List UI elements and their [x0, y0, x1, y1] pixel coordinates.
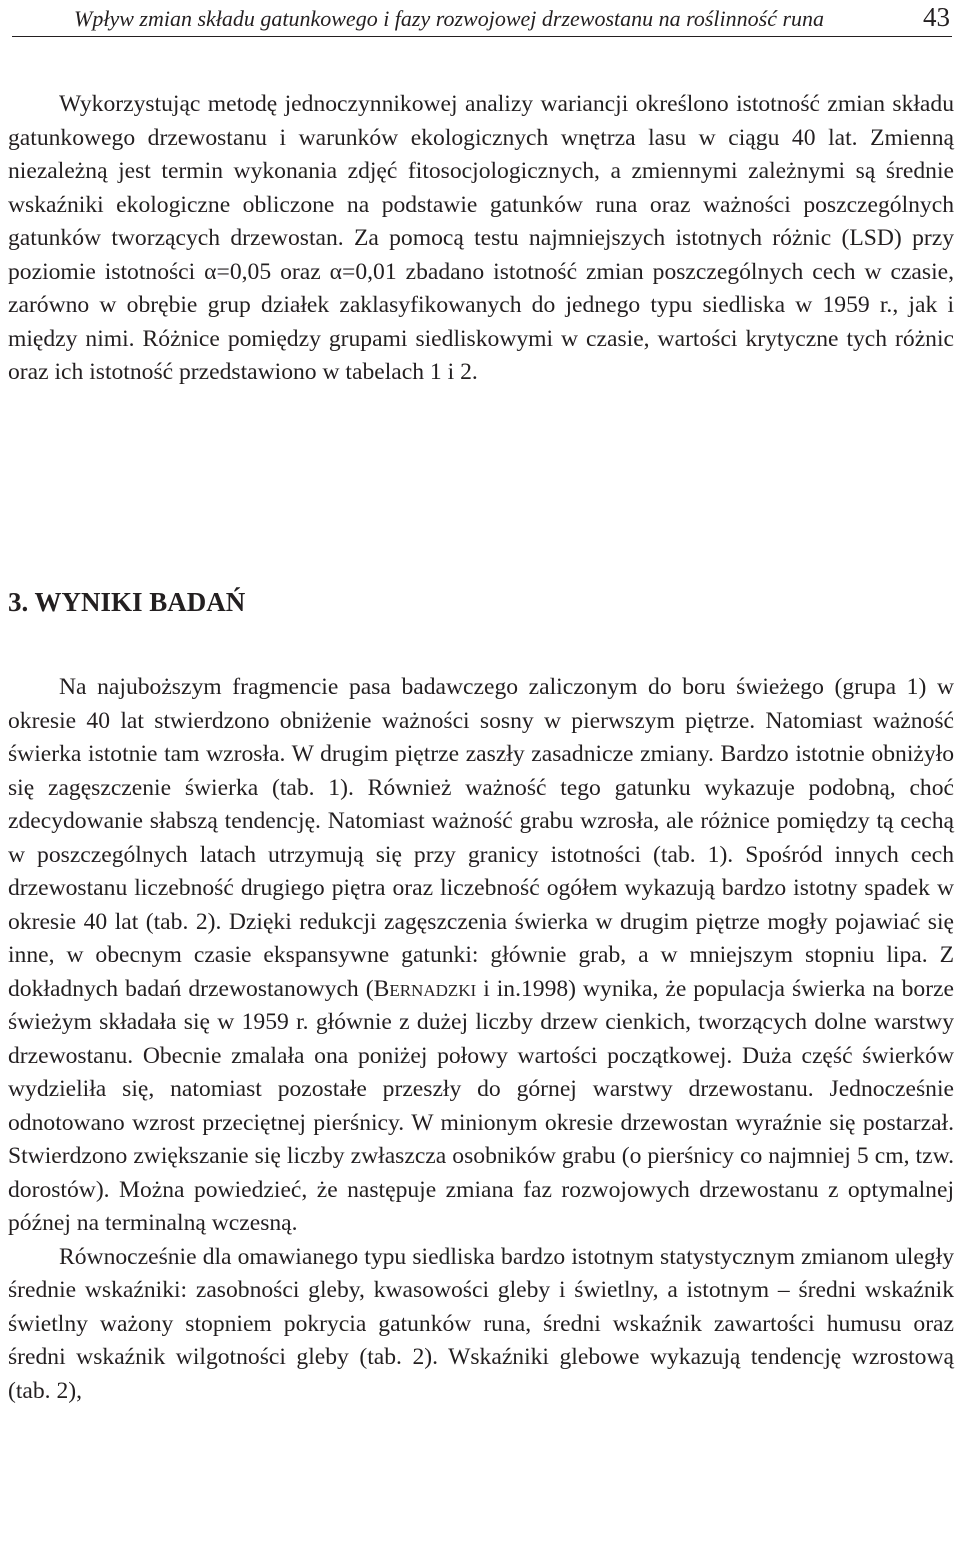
- results-paragraph-1-continuation: i in.1998) wynika, że populacja świerka na borze świeżym składała się w 1959 r. głównie z dużej liczby drzew cienkich, tworzących dolne warstwy drzewostanu. Obecnie zmalała ona poniżej połowy wartości początkowej. Duża część świerków wydzieliła się, natomiast pozostałe przeszły do górnej warstwy drzewostanu. Jednocześnie odnotowano wzrost przeciętnej pierśnicy. W minionym okresie drzewostan wyraźnie się postarzał. Stwierdzono zwiększanie się liczby zwłaszcza osobników grabu (o pierśnicy co najmniej 5 cm, tzw. dorostów). Można powiedzieć, że następuje zmiana faz rozwojowych drzewostanu z optymalnej późnej na terminalną wczesną.: [8, 975, 954, 1236]
- methods-section: [8, 88, 954, 390]
- results-section: [8, 671, 954, 1408]
- section-heading-results: 3. WYNIKI BADAŃ: [8, 587, 246, 617]
- results-paragraph-2: Równocześnie dla omawianego typu siedliska bardzo istotnym statystycznym zmianom uległy średnie wskaźniki: zasobności gleby, kwasowości gleby i świetlny, a istotnym – średni wskaźnik świetlny ważony stopniem pokrycia gatunków runa, średni wskaźnik zawartości humusu oraz średni wskaźnik wilgotności gleby (tab. 2). Wskaźniki glebowe wykazują tendencję wzrostową (tab. 2),: [8, 1243, 954, 1404]
- page-number: 43: [923, 2, 950, 32]
- running-title: Wpływ zmian składu gatunkowego i fazy rozwojowej drzewostanu na roślinność runa: [74, 6, 825, 31]
- author-citation: Bernadzki: [373, 975, 477, 1002]
- results-paragraph-1-text: Na najuboższym fragmencie pasa badawczego zaliczonym do boru świeżego (grupa 1) w okresie 40 lat stwierdzono obniżenie ważności sosny w pierwszym piętrze. Natomiast ważność świerka istotnie tam wzrosła. W drugim piętrze zaszły zasadnicze zmiany. Bardzo istotnie obniżyło się zagęszczenie świerka (tab. 1). Również ważność tego gatunku wykazuje podobną, choć zdecydowanie słabszą tendencję. Natomiast ważność grabu wzrosła, ale różnice pomiędzy tą cechą w poszczególnych latach utrzymują się przy granicy istotności (tab. 1). Spośród innych cech drzewostanu liczebność drugiego piętra oraz liczebność ogółem wykazują bardzo istotny spadek w okresie 40 lat (tab. 2). Dzięki redukcji zagęszczenia świerka w drugim piętrze mogły pojawiać się inne, w obecnym czasie ekspansywne gatunki: głównie grab, a w mniejszym stopniu lipa. Z dokładnych badań drzewostanowych (: [8, 674, 954, 1002]
- running-header: [12, 2, 952, 37]
- results-paragraph-1: [8, 671, 954, 1241]
- methods-paragraph: Wykorzystując metodę jednoczynnikowej analizy wariancji określono istotność zmian składu gatunkowego drzewostanu i warunków ekologicznych wnętrza lasu w ciągu 40 lat. Zmienną niezależną jest termin wykonania zdjęć fitosocjologicznych, a zmiennymi zależnymi są średnie wskaźniki ekologiczne obliczone na podstawie gatunków runa oraz ważności poszczególnych gatunków tworzących drzewostan. Za pomocą testu najmniejszych istotnych różnic (LSD) przy poziomie istotności α=0,05 oraz α=0,01 zbadano istotność zmian poszczególnych cech w czasie, zarówno w obrębie grup działek zaklasyfikowanych do jednego typu siedliska w 1959 r., jak i między nimi. Różnice pomiędzy grupami siedliskowymi w czasie, wartości krytyczne tych różnic oraz ich istotność przedstawiono w tabelach 1 i 2.: [8, 91, 954, 385]
